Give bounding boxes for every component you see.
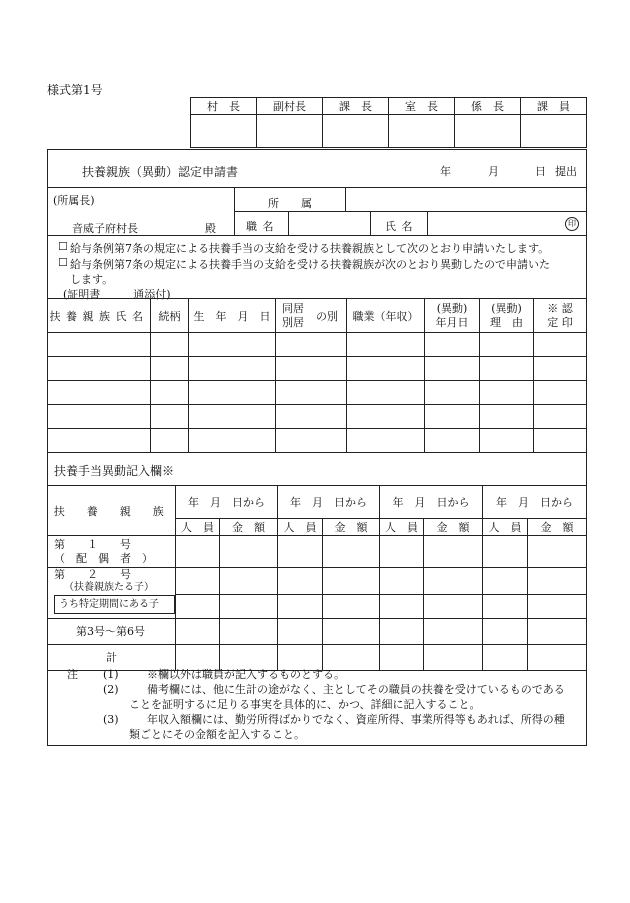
date-year: 年 (440, 165, 451, 178)
persons-header: 人 員 (483, 519, 528, 536)
statement-change-cont: します。 (70, 273, 114, 286)
period-from: 日から (540, 496, 573, 509)
col-cohabitation (276, 299, 347, 333)
cell-input[interactable] (278, 618, 323, 644)
cell-input[interactable] (380, 568, 424, 595)
change-section-title: 扶養手当異動記入欄※ (54, 464, 175, 478)
affiliation-label: 所 属 (268, 197, 312, 210)
cell-input[interactable] (528, 644, 587, 670)
seal-mark: 印 (565, 217, 579, 231)
cert-label: 定 印 (547, 315, 573, 329)
table-row (48, 357, 587, 381)
cell-input[interactable] (323, 594, 380, 618)
cell-input[interactable] (528, 536, 587, 568)
cell-input[interactable] (276, 429, 347, 453)
cell-input[interactable] (380, 594, 424, 618)
period-year: 年 (496, 496, 507, 509)
cell-input[interactable] (220, 618, 278, 644)
cell-input[interactable] (276, 333, 347, 357)
note-1-text: ※欄以外は職員が記入するものとする。 (147, 668, 345, 681)
note-3-number: (3) (103, 713, 119, 726)
cell-input[interactable] (276, 405, 347, 429)
note-3-text-cont: 類ごとにその金額を記入すること。 (129, 728, 305, 741)
persons-header: 人 員 (278, 519, 323, 536)
cell-input[interactable] (347, 405, 425, 429)
affiliation-input[interactable] (346, 188, 585, 210)
certificate-note: (証明書 通添付) (63, 288, 171, 301)
cell-input[interactable] (48, 381, 151, 405)
cell-input[interactable] (480, 429, 534, 453)
cell-input[interactable] (151, 429, 189, 453)
change-reason-label: (異動) (491, 301, 522, 315)
checkbox-change[interactable]: ☐ (58, 256, 68, 269)
cell-input[interactable] (151, 357, 189, 381)
col-occupation: 職業（年収） (347, 299, 425, 333)
no1-sublabel: （ 配 偶 者 ） (54, 551, 153, 565)
divider (370, 211, 371, 235)
cert-label: ※ 認 (547, 301, 573, 315)
cell-input[interactable] (347, 333, 425, 357)
cell-input[interactable] (483, 618, 528, 644)
cell-input[interactable] (424, 536, 483, 568)
period-year: 年 (392, 496, 404, 509)
approval-header-staff: 課 員 (521, 98, 587, 115)
no2-label: 第 ２ 号 (54, 568, 131, 581)
honorific: 殿 (205, 222, 216, 235)
col-certification-seal (534, 299, 587, 333)
cell-input[interactable] (48, 357, 151, 381)
stamp-cell[interactable] (389, 115, 455, 148)
table-row (48, 429, 587, 453)
cell-input[interactable] (278, 536, 323, 568)
table-row (48, 594, 587, 618)
cohab-together: 同居 (282, 301, 304, 315)
period-from: 日から (232, 496, 265, 509)
dependents-table (47, 298, 587, 453)
cell-input[interactable] (278, 594, 323, 618)
row-label-no1 (48, 536, 176, 568)
cell-input[interactable] (425, 333, 480, 357)
period-header (176, 486, 278, 519)
cell-input[interactable] (323, 536, 380, 568)
cohab-distinction: の別 (316, 309, 338, 323)
approval-header-mayor: 村 長 (191, 98, 257, 115)
cell-input[interactable] (380, 618, 424, 644)
cell-input[interactable] (534, 381, 587, 405)
approval-header-deputy-mayor: 副村長 (257, 98, 323, 115)
change-date-label: 年月日 (435, 315, 469, 329)
row-label-no3-6: 第3号～第6号 (48, 618, 176, 644)
cell-input[interactable] (220, 644, 278, 670)
period-year: 年 (188, 496, 199, 509)
col-dependent-name: 扶養親族氏名 (48, 299, 151, 333)
date-day: 日 (535, 165, 546, 178)
change-date-label: (異動) (436, 301, 468, 315)
addressee-label: (所属長) (53, 194, 95, 207)
cell-input[interactable] (425, 357, 480, 381)
note-2-number: (2) (103, 683, 119, 696)
table-row (48, 333, 587, 357)
divider (47, 235, 586, 236)
persons-header: 人 員 (380, 519, 424, 536)
cell-input[interactable] (176, 536, 220, 568)
cell-input[interactable] (220, 594, 278, 618)
addressee-name: 音威子府村長 (72, 222, 138, 235)
amount-header: 金 額 (424, 519, 483, 536)
cell-input[interactable] (151, 333, 189, 357)
cell-input[interactable] (151, 381, 189, 405)
notes-label: 注 (67, 668, 78, 681)
cell-input[interactable] (189, 405, 276, 429)
table-row (48, 536, 587, 568)
cell-input[interactable] (278, 568, 323, 595)
period-month: 月 (210, 496, 221, 509)
cell-input[interactable] (534, 429, 587, 453)
amount-header: 金 額 (323, 519, 380, 536)
cell-input[interactable] (534, 405, 587, 429)
cell-input[interactable] (347, 429, 425, 453)
cell-input[interactable] (48, 429, 151, 453)
cell-input[interactable] (528, 568, 587, 595)
period-month: 月 (312, 496, 323, 509)
stamp-cell[interactable] (191, 115, 257, 148)
cell-input[interactable] (528, 594, 587, 618)
note-2-text-cont: ことを証明するに足りる事実を具体的に、かつ、詳細に記入すること。 (129, 698, 481, 711)
cell-input[interactable] (176, 594, 220, 618)
cell-input[interactable] (480, 357, 534, 381)
applicant-name-input[interactable] (428, 212, 558, 234)
form-number: 様式第1号 (47, 83, 103, 97)
cell-input[interactable] (483, 536, 528, 568)
cell-input[interactable] (480, 405, 534, 429)
stamp-cell[interactable] (257, 115, 323, 148)
cell-input[interactable] (189, 381, 276, 405)
cell-input[interactable] (424, 594, 483, 618)
table-row (48, 644, 587, 670)
col-relation: 続柄 (151, 299, 189, 333)
approval-header-section-chief: 課 長 (323, 98, 389, 115)
period-header (483, 486, 587, 519)
cell-input[interactable] (176, 568, 220, 595)
persons-header: 人 員 (176, 519, 220, 536)
cell-input[interactable] (176, 618, 220, 644)
note-3-text: 年収入額欄には、勤労所得ばかりでなく、資産所得、事業所得等もあれば、所得の種 (147, 713, 565, 726)
form-title: 扶養親族（異動）認定申請書 (82, 165, 239, 179)
period-from: 日から (334, 496, 367, 509)
cell-input[interactable] (528, 618, 587, 644)
note-2-text: 備考欄には、他に生計の途がなく、主としてその職員の扶養を受けているものである (147, 683, 565, 696)
cell-input[interactable] (347, 357, 425, 381)
date-month: 月 (488, 165, 499, 178)
change-reason-label: 理 由 (490, 315, 523, 329)
period-year: 年 (290, 496, 301, 509)
col-change-date (425, 299, 480, 333)
cell-input[interactable] (483, 594, 528, 618)
cell-input[interactable] (347, 381, 425, 405)
row-label-special (48, 594, 176, 618)
period-month: 月 (414, 496, 426, 509)
period-header (380, 486, 483, 519)
cell-input[interactable] (480, 381, 534, 405)
cell-input[interactable] (424, 618, 483, 644)
table-row (48, 381, 587, 405)
cell-input[interactable] (534, 357, 587, 381)
cell-input[interactable] (323, 644, 380, 670)
period-from: 日から (436, 496, 470, 509)
approval-header-unit-chief: 係 長 (455, 98, 521, 115)
cell-input[interactable] (483, 644, 528, 670)
cell-input[interactable] (380, 644, 424, 670)
cell-input[interactable] (323, 568, 380, 595)
statement-application: 給与条例第7条の規定による扶養手当の支給を受ける扶養親族として次のとおり申請いたします。 (70, 242, 550, 255)
amount-header: 金 額 (528, 519, 587, 536)
cell-input[interactable] (189, 429, 276, 453)
cell-input[interactable] (424, 644, 483, 670)
special-period-label: うち特定期間にある子 (54, 595, 175, 614)
table-row (48, 568, 587, 595)
stamp-cell[interactable] (521, 115, 587, 148)
period-month: 月 (518, 496, 529, 509)
col-change-reason (480, 299, 534, 333)
cell-input[interactable] (425, 405, 480, 429)
table-row (48, 405, 587, 429)
cell-input[interactable] (151, 405, 189, 429)
cell-input[interactable] (483, 568, 528, 595)
cell-input[interactable] (276, 357, 347, 381)
cell-input[interactable] (323, 618, 380, 644)
cell-input[interactable] (189, 357, 276, 381)
table-row (48, 618, 587, 644)
period-header (278, 486, 380, 519)
job-title-label: 職名 (246, 220, 279, 233)
cell-input[interactable] (425, 381, 480, 405)
checkbox-application[interactable]: ☐ (58, 240, 68, 253)
job-title-input[interactable] (289, 212, 369, 234)
approval-table (190, 97, 587, 148)
stamp-cell[interactable] (323, 115, 389, 148)
cell-input[interactable] (480, 333, 534, 357)
cell-input[interactable] (424, 568, 483, 595)
cell-input[interactable] (176, 644, 220, 670)
applicant-name-label: 氏名 (385, 220, 418, 233)
row-label-no2 (48, 568, 176, 595)
note-1-number: (1) (103, 668, 119, 681)
cell-input[interactable] (276, 381, 347, 405)
cell-input[interactable] (48, 333, 151, 357)
stamp-cell[interactable] (455, 115, 521, 148)
cell-input[interactable] (380, 536, 424, 568)
no1-label: 第 １ 号 (54, 537, 131, 551)
cell-input[interactable] (220, 536, 278, 568)
cell-input[interactable] (425, 429, 480, 453)
cell-input[interactable] (189, 333, 276, 357)
col-birth-date: 生 年 月 日 (189, 299, 276, 333)
row-label-total: 計 (48, 644, 176, 670)
cohab-separate: 別居 (282, 315, 304, 329)
cell-input[interactable] (48, 405, 151, 429)
no2-sublabel: （扶養親族たる子） (64, 582, 154, 593)
approval-header-office-chief: 室 長 (389, 98, 455, 115)
amount-header: 金 額 (220, 519, 278, 536)
submit-label: 提出 (555, 165, 577, 178)
dependents-header: 扶 養 親 族 (48, 486, 176, 536)
cell-input[interactable] (220, 568, 278, 595)
change-table (47, 485, 587, 671)
cell-input[interactable] (534, 333, 587, 357)
notes (47, 668, 586, 743)
cell-input[interactable] (278, 644, 323, 670)
statement-change: 給与条例第7条の規定による扶養手当の支給を受ける扶養親族が次のとおり異動したので申請いた (70, 258, 550, 271)
